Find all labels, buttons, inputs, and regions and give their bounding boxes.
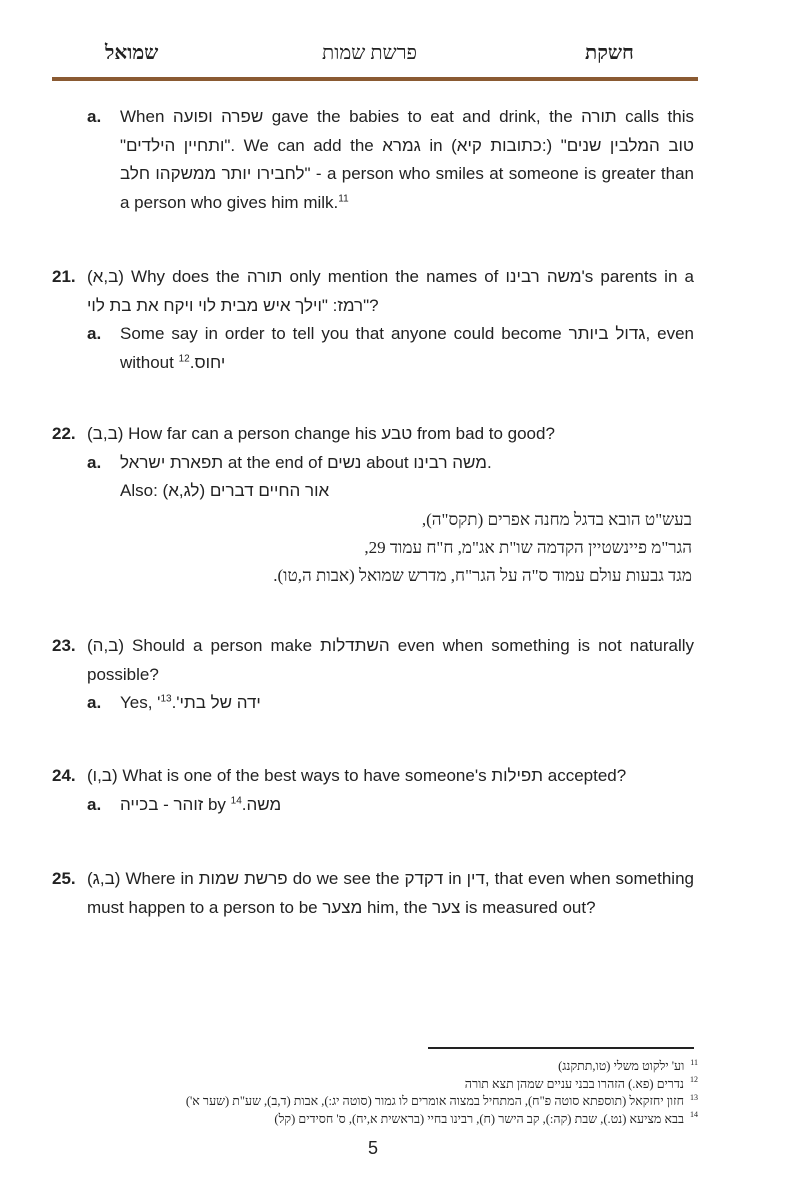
footnote [98,1093,698,1111]
question-text: (ב,ג) Where in פרשת שמות do we see the דקדק in דין, that even when something must happen to a person to be מצער him, the צער is measured out? [87,869,694,917]
footnote [98,1058,698,1076]
question-number: 25. [52,869,76,888]
question-23 [52,632,694,718]
question-number: 24. [52,766,76,785]
header-right: חשקת [585,42,634,64]
footnote-text: נדרים (פא.) הזהרו בבני עניים שמהן תצא תורה [464,1076,684,1091]
source-line: הגר"מ פיינשטיין הקדמה שו"ת אג"מ, ח"ח עמוד 29, [364,537,692,557]
page-number: 5 [367,1138,378,1158]
question-25 [52,865,694,922]
footnote [98,1076,698,1094]
question-number: 22. [52,424,76,443]
answer-label: a. [87,452,102,472]
question-24 [52,762,694,819]
question-20-answer [52,103,694,217]
answer-label: a. [87,794,102,814]
answer-label: a. [87,324,102,343]
also-line: Also: (לג,א) אור החיים דברים [120,481,330,500]
question-21 [52,263,694,377]
question-number: 23. [52,636,76,655]
footnote-text: בבא מציעא (נט.), שבת (קה:), קב הישר (ח), רבינו בחיי (בראשית א,יח), ס' חסידים (קל) [274,1111,684,1126]
footnote-number: 14 [690,1110,698,1120]
answer-text: When שפרה ופועה gave the babies to eat and drink, the תורה calls this "ותחיין הילדים". We can add the גמרא in (כתובות קיא:) "טוב המלבין שנים לחבירו יותר ממשקהו חלב" - a person who smiles at someone is greater than a person who gives him milk. [120,107,695,212]
footnote-number: 12 [690,1075,698,1085]
footnote-text: חזון יחזקאל (תוספתא סוטה פ"ח), המתחיל במצוה אומרים לו גמור (סוטה יג:), אבות (ד,ב), שע"ת (שער א') [185,1094,684,1108]
answer-text: תפארת ישראל at the end of נשים about משה רבינו. [120,452,492,472]
footnote [98,1111,698,1129]
answer-label: a. [87,693,102,712]
source-line: מגד גבעות עולם עמוד ס"ה על הגר"ח, מדרש שמואל (אבות ה,טו). [273,565,692,585]
footnote-number: 13 [690,1092,698,1102]
footnote-number: 11 [690,1057,698,1067]
question-text: (ב,ו) What is one of the best ways to have someone's תפילות accepted? [87,766,627,785]
source-line: בעש"ט הובא בדגל מחנה אפרים (תקס"ה), [421,509,692,529]
footnote-text: וע' ילקוט משלי (טו,תתקנג) [558,1059,685,1073]
footnote-ref[interactable]: 13 [160,693,172,705]
footnotes [98,1058,698,1128]
footnote-ref[interactable]: 14 [230,794,242,806]
header-center: פרשת שמות [322,42,417,64]
question-22 [52,420,694,590]
question-text: (ב,ב) How far can a person change his טבע from bad to good? [87,424,555,443]
header-rule [52,77,698,81]
answer-text: Yes, 'ידה של בתי'. [120,693,261,712]
footnote-ref[interactable]: 11 [338,192,349,204]
footnote-ref[interactable]: 12 [178,352,190,364]
answer-text: זוהר - בכייה by משה. [120,794,282,814]
question-text: (ב,א) Why does the תורה only mention the names of משה רבינו's parents in a רמז: "וילך איש מבית לוי ויקח את בת לוי"? [87,267,694,315]
answer-text: Some say in order to tell you that anyone could become גדול ביותר, even without יחוס. [120,324,694,372]
question-text: (ב,ה) Should a person make השתדלות even when something is not naturally possible? [87,636,694,684]
question-number: 21. [52,267,76,286]
footnote-rule [428,1047,694,1049]
answer-label: a. [87,107,102,126]
sources-list [87,506,692,590]
header-left: שמואל [105,42,159,64]
